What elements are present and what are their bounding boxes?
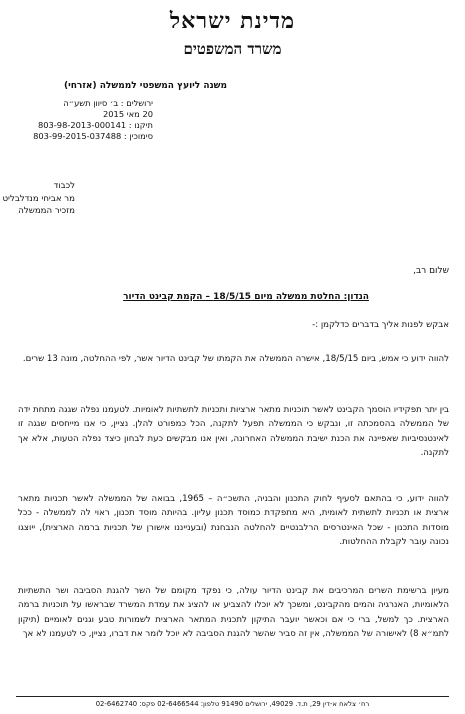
footer-divider — [16, 696, 449, 697]
recipient-title: מזכיר הממשלה — [18, 206, 75, 216]
paragraph-5: מעיון ברשימת השרים המרכיבים את קבינט הדיור עולה, כי נפקד מקומם של השר להגנת הסביבה ושר התשתיות הלאומיות, האנרגיה והמים מהקבינט, ומשכך לא יוכלו להצביע או להציג את עמדת המשרד שבראשו על תוכניות ברמה הארצית. כך למשל, ברי כי אם וכאשר יועבר התיקון לתכנית המתאר הארצית לשמורות טבע וגנים לאומיים (תיקון לתמ״א 8) לאישורה של הממשלה, אין זה סביר שהשר להגנת הסביבה לא יוכל לומר את דברו, נציין, כי לטעמנו לא אך — [18, 586, 449, 639]
paragraph-2: להווה ידוע כי אמש, ביום 18/5/15, אישרה הממשלה את הקמתו של קבינט הדיור אשר, לפי ההחלטה, מונה 13 שרים. — [22, 354, 449, 364]
paragraph-4: להווה ידוע, כי בהתאם לסעיף לחוק התכנון והבניה, התשכ״ה – 1965, בבואה של הממשלה לאשר תכניות מתאר ארצית או תכניות לתשתית לאומית, היא מתפקדת כמוסד תכנון עליון. בהיותה מוסד תכנון, ראוי לה לממשלה - ככל מוסדות התכנון - שכל האינטרסים הרלבנטיים להחלטה הנבחנת (ובענייננו אישורן של תכניות ברמה הארצית), ייוצגו נכונה עובר לקבלת ההחלטות. — [18, 494, 449, 547]
recipient-name: מר אביחי מנדלבליט — [2, 193, 75, 204]
subject-line: הנדון: החלטת ממשלה מיום 18/5/15 – הקמת קבינט הדיור — [123, 292, 369, 302]
deputy-title: משנה ליועץ המשפטי לממשלה (אזרחי) — [63, 81, 227, 91]
paragraph-3: בין יתר תפקידיו הוסמך הקבינט לאשר תוכניות מתאר ארציות ותכניות לתשתיות לאומיות. לטעמנו נפלה שגגה מתחת ידה של הממשלה בהסמכתה זו, ונבקש כי הממשלה תפעל לתקנה, הכל כמפורט להלן. נציין, כי אנו מייחסים שגגה זו לאינטנסיביות שאפיינה את הכנת ישיבת הממשלה האחרונה, ואין אנו מבקשים כעת לבחון כיצד נפלה הטעות, אלא אך לתקנה. — [18, 405, 449, 458]
recipient-block — [2, 180, 75, 218]
letterhead-state: מדינת ישראל — [169, 8, 296, 34]
recipient-salutation: לכבוד — [53, 181, 75, 191]
date-hebrew: ירושלים : ב׳ סיוון תשע״ה — [63, 98, 153, 108]
greeting: שלום רב, — [413, 266, 449, 276]
date-gregorian: 20 מאי 2015 — [103, 109, 153, 119]
paragraph-1: אבקש לפנות אליך בדברים כדלקמן :- — [312, 320, 449, 330]
footer-contact: רח׳ צלאח א-דין 29, ת.ד. 49029, ירושלים 91490 טלפון: 02-6466544 פקס: 02-6462740 — [95, 700, 370, 708]
letterhead-ministry: משרד המשפטים — [183, 40, 282, 58]
reference-number: סימוכין : 803-99-2015-037488 — [33, 131, 153, 141]
reference-block — [33, 98, 153, 142]
file-number: תיקנו : 803-98-2013-000141 — [37, 120, 153, 130]
